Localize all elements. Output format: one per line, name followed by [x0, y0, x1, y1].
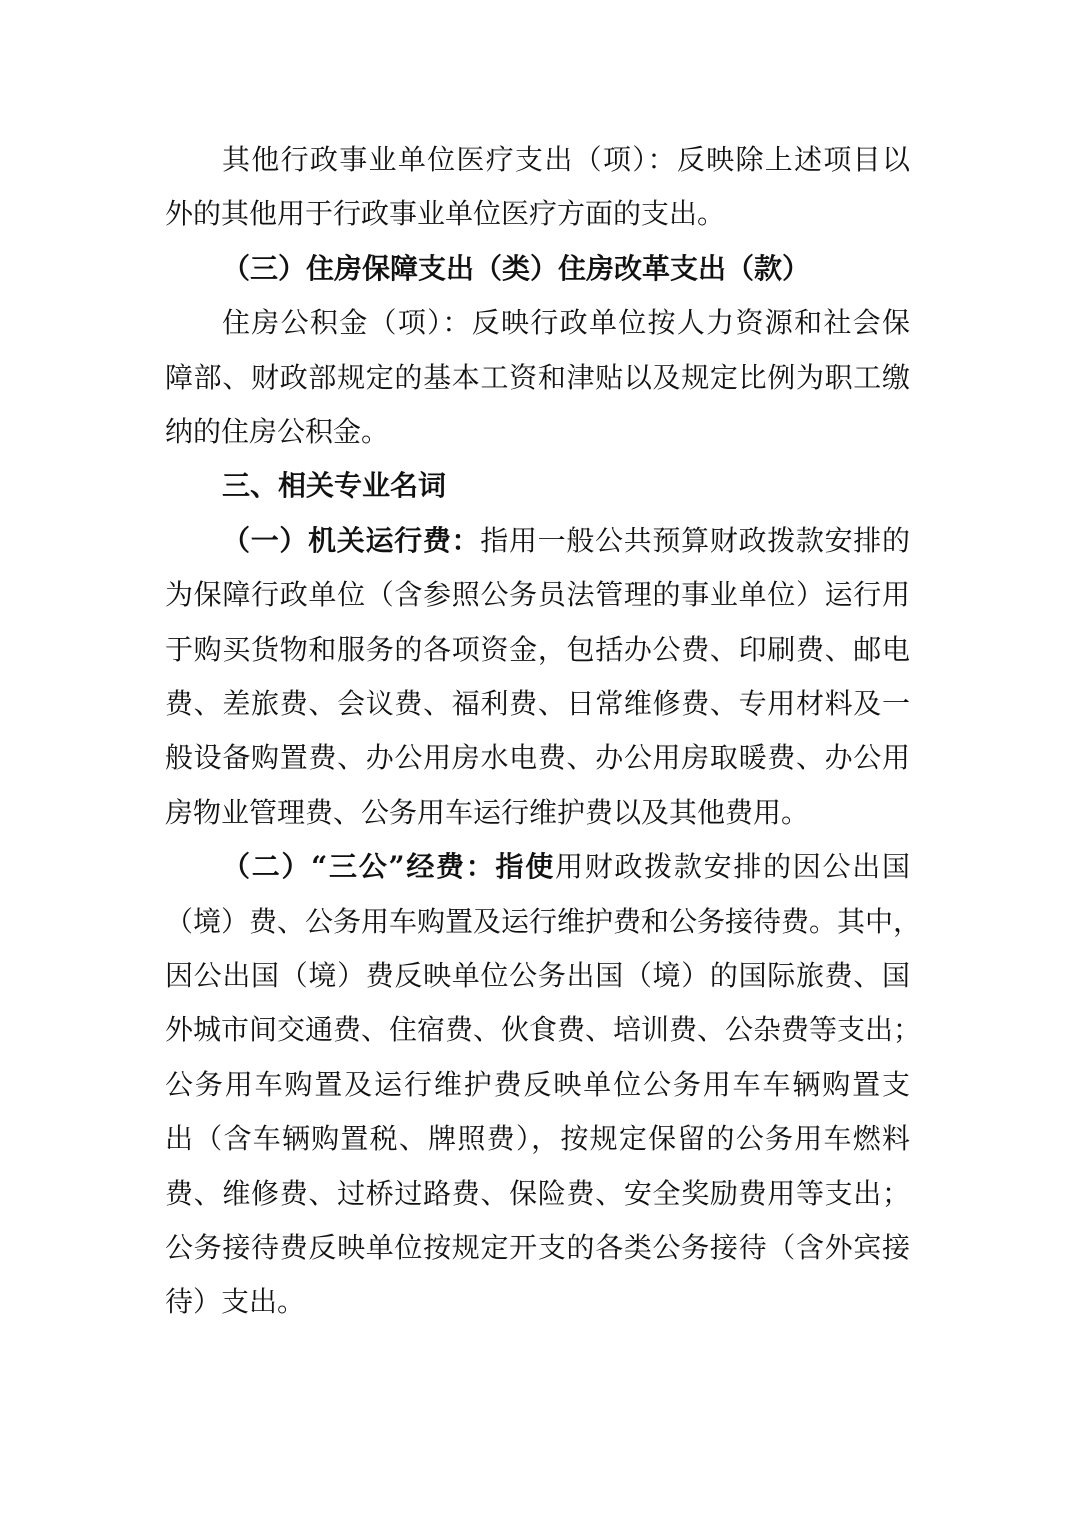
paragraph-line — [165, 684, 910, 724]
paragraph-line — [222, 140, 910, 180]
paragraph-line — [165, 738, 910, 778]
paragraph-line — [165, 793, 910, 833]
line-text: 其他行政事业单位医疗支出（项）：反映除上述项目以 — [222, 143, 910, 176]
line-text: 公务用车购置及运行维护费反映单位公务用车车辆购置支 — [165, 1067, 910, 1101]
bold-term: （三）住房保障支出（类）住房改革支出（款） — [222, 251, 811, 285]
paragraph-line — [165, 194, 910, 234]
line-text: 外的其他用于行政事业单位医疗方面的支出。 — [165, 197, 726, 231]
line-text: 公务接待费反映单位按规定开支的各类公务接待（含外宾接 — [165, 1231, 910, 1264]
paragraph-line — [165, 1010, 922, 1050]
section-heading — [222, 466, 910, 506]
line-text: （境）费、公务用车购置及运行维护费和公务接待费。其中， — [165, 904, 922, 938]
paragraph-line — [165, 902, 922, 942]
paragraph-line — [165, 1228, 910, 1268]
line-text: 纳的住房公积金。 — [165, 415, 390, 448]
line-text: 为保障行政单位（含参照公务员法管理的事业单位）运行用 — [165, 578, 910, 612]
line-text: 于购买货物和服务的各项资金，包括办公费、印刷费、邮电 — [165, 632, 910, 666]
paragraph-line — [165, 358, 910, 398]
line-text: 房物业管理费、公务用车运行维护费以及其他费用。 — [165, 795, 810, 829]
paragraph-line — [165, 1174, 910, 1214]
paragraph-line — [165, 1065, 910, 1105]
line-text: 费、维修费、过桥过路费、保险费、安全奖励费用等支出； — [165, 1176, 910, 1210]
paragraph-line — [222, 521, 910, 561]
line-text: 用财政拨款安排的因公出国 — [554, 850, 910, 884]
line-text: 外城市间交通费、住宿费、伙食费、培训费、公杂费等支出； — [165, 1013, 922, 1047]
line-text: 般设备购置费、办公用房水电费、办公用房取暖费、办公用 — [165, 741, 910, 775]
line-text: 出（含车辆购置税、牌照费），按规定保留的公务用车燃料 — [165, 1122, 910, 1156]
line-text: 障部、财政部规定的基本工资和津贴以及规定比例为职工缴 — [165, 360, 910, 394]
paragraph-line — [222, 303, 910, 343]
bold-term: （一）机关运行费： — [222, 523, 481, 557]
bold-term: （二）“三公”经费：指使 — [222, 850, 555, 884]
line-text: 指用一般公共预算财政拨款安排的 — [480, 523, 910, 557]
paragraph-line — [165, 630, 910, 670]
section-heading — [222, 249, 910, 289]
line-text: 待）支出。 — [165, 1285, 306, 1319]
paragraph-line — [222, 847, 910, 887]
paragraph-line — [165, 1282, 910, 1322]
line-text: 因公出国（境）费反映单位公务出国（境）的国际旅费、国 — [165, 959, 910, 992]
paragraph-line — [165, 575, 910, 615]
bold-term: 三、相关专业名词 — [222, 469, 447, 503]
paragraph-line — [165, 1119, 910, 1159]
paragraph-line — [165, 956, 910, 996]
line-text: 费、差旅费、会议费、福利费、日常维修费、专用材料及一 — [165, 687, 910, 720]
line-text: 住房公积金（项）：反映行政单位按人力资源和社会保 — [222, 306, 910, 340]
paragraph-line — [165, 412, 910, 452]
